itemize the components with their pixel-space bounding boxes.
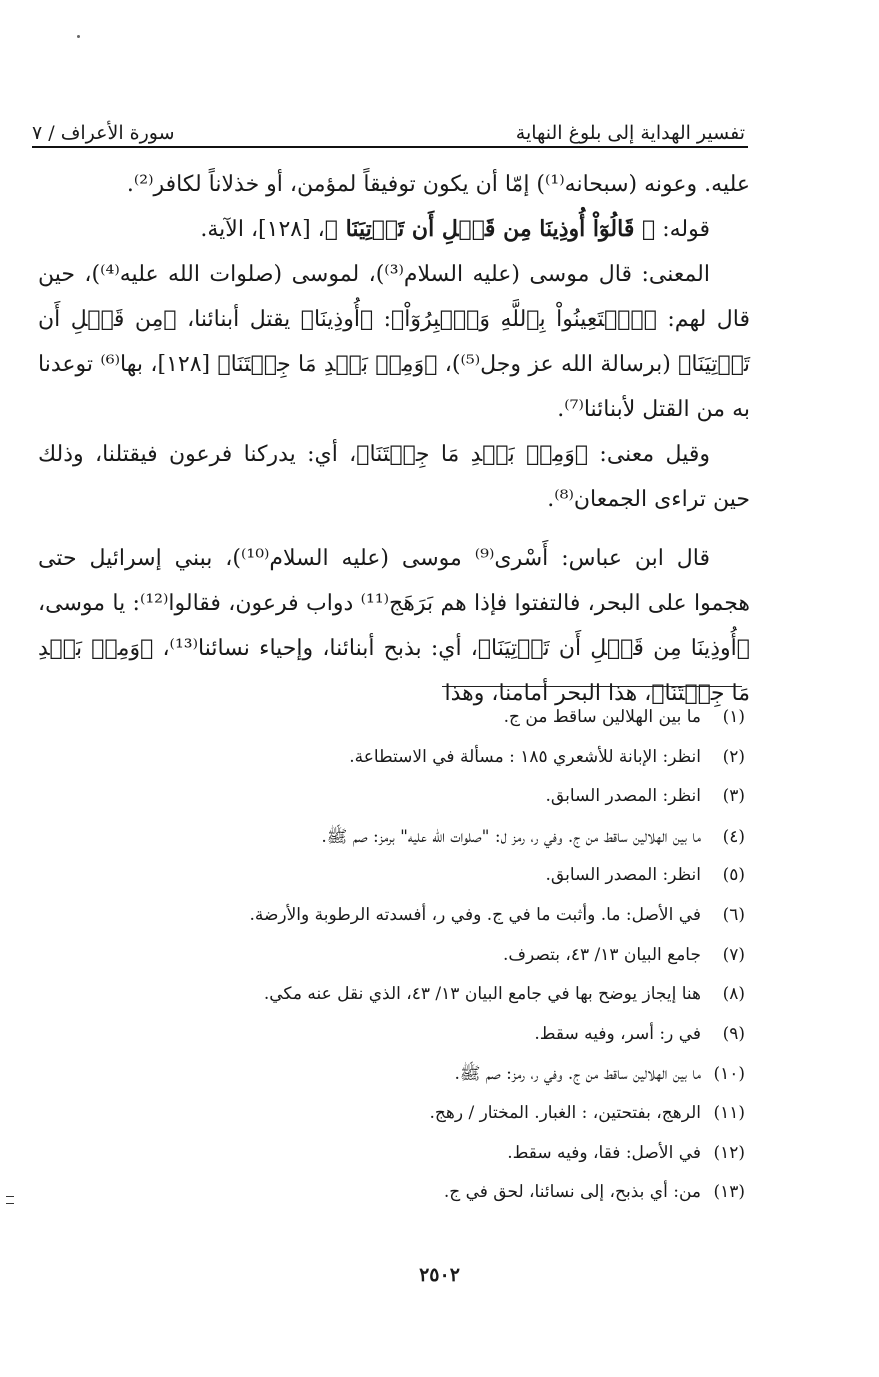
footnote-separator xyxy=(442,686,742,687)
speck-mark xyxy=(77,35,80,38)
footnote-number: (٤) xyxy=(722,826,745,847)
main-text xyxy=(38,162,750,716)
footnote-text: جامع البيان ١٣/ ٤٣، بتصرف. xyxy=(502,944,701,965)
book-title: تفسير الهداية إلى بلوغ النهاية xyxy=(515,122,745,144)
paragraph-5: قال ابن عباس: أَسْرى⁽⁹⁾ موسى (عليه السلام⁽¹⁰⁾)، ببني إسرائيل حتى هجموا على البحر، فالتفتوا فإذا هم بَرَهَج⁽¹¹⁾ دواب فرعون، فقالوا⁽¹²⁾: يا موسى، ﴿أُوذِينَا مِن قَبۡلِ أَن تَأۡتِيَنَا﴾، أي: بذبح أبنائنا، وإحياء نسائنا⁽¹³⁾، ﴿وَمِنۢ بَعۡدِ مَا جِئۡتَنَا﴾، هذا البحر أمامنا، وهذا xyxy=(38,546,750,706)
footnote-number: (١٣) xyxy=(713,1182,745,1203)
footnote-item xyxy=(125,905,745,945)
paragraph-2-intro: قوله: xyxy=(655,217,710,242)
paragraph-2-ref: ، [١٢٨]، الآية. xyxy=(200,217,325,242)
paragraph-3: المعنى: قال موسى (عليه السلام⁽³⁾)، لموسى (صلوات الله عليه⁽⁴⁾)، حين قال لهم: ﴿ٱسۡتَعِينُواْ بِٱللَّهِ وَٱصۡبِرُوٓاْ﴾: ﴿أُوذِينَا﴾ يقتل أبنائنا، ﴿مِن قَبۡلِ أَن تَأۡتِيَنَا﴾ (برسالة الله عز وجل⁽⁵⁾)، ﴿وَمِنۢ بَعۡدِ مَا جِئۡتَنَا﴾ [١٢٨]، بها⁽⁶⁾ توعدنا به من القتل لأبنائنا⁽⁷⁾. xyxy=(38,262,751,422)
footnote-number: (١٠) xyxy=(713,1064,745,1085)
footnote-item xyxy=(125,1063,745,1103)
footnote-text: هنا إيجاز يوضح بها في جامع البيان ١٣/ ٤٣، الذي نقل عنه مكي. xyxy=(263,984,701,1005)
footnote-text: انظر: الإبانة للأشعري ١٨٥ : مسألة في الاستطاعة. xyxy=(349,746,701,767)
footnote-number: (٨) xyxy=(722,984,745,1005)
footnote-item xyxy=(125,984,745,1024)
footnote-number: (١) xyxy=(722,707,745,727)
footnote-number: (٧) xyxy=(722,944,745,965)
surah-label: سورة الأعراف / ٧ xyxy=(32,122,175,144)
footnote-text: ما بين الهلالين ساقط من ج. وفي ر، رمز: صم ﷺ. xyxy=(454,1064,701,1085)
running-header xyxy=(32,108,745,144)
footnote-text: ما بين الهلالين ساقط من ج. xyxy=(503,707,701,727)
footnote-item xyxy=(125,747,745,787)
paragraph-2 xyxy=(38,207,750,252)
footnote-item xyxy=(125,826,745,866)
footnote-number: (٣) xyxy=(722,786,745,807)
quran-verse: ﴿ قَالُوٓاْ أُوذِينَا مِن قَبۡلِ أَن تَأۡتِيَنَا ﴾ xyxy=(324,216,656,242)
footnote-text: من: أي بذبح، إلى نسائنا، لحق في ج. xyxy=(443,1182,701,1203)
footnote-number: (١١) xyxy=(713,1102,745,1123)
footnote-text: انظر: المصدر السابق. xyxy=(545,786,701,807)
footnote-number: (٢) xyxy=(722,746,745,767)
edge-mark xyxy=(6,1196,14,1204)
footnote-text: في ر: أسر، وفيه سقط. xyxy=(534,1023,701,1044)
footnote-item xyxy=(125,865,745,905)
footnote-item xyxy=(125,1103,745,1143)
footnotes-list xyxy=(125,707,745,1222)
footnote-item xyxy=(125,945,745,985)
footnote-item xyxy=(125,786,745,826)
footnote-number: (٥) xyxy=(722,865,745,886)
footnote-text: الرهج، بفتحتين، : الغبار. المختار / رهج. xyxy=(429,1102,701,1123)
footnote-item xyxy=(125,1024,745,1064)
footnote-item xyxy=(125,1143,745,1183)
header-rule xyxy=(32,146,748,148)
footnote-item xyxy=(125,1182,745,1222)
paragraph-1: عليه. وعونه (سبحانه⁽¹⁾) إمّا أن يكون توفيقاً لمؤمن، أو خذلاناً لكافر⁽²⁾. xyxy=(126,172,750,197)
paragraph-4: وقيل معنى: ﴿وَمِنۢ بَعۡدِ مَا جِئۡتَنَا﴾، أي: يدركنا فرعون فيقتلنا، وذلك حين تراءى الجمعان⁽⁸⁾. xyxy=(38,442,750,512)
footnote-text: في الأصل: ما. وأثبت ما في ج. وفي ر، أفسدته الرطوبة والأرضة. xyxy=(249,904,701,925)
footnote-number: (١٢) xyxy=(713,1142,745,1163)
footnote-text: في الأصل: فقا، وفيه سقط. xyxy=(507,1142,701,1163)
footnote-item xyxy=(125,707,745,747)
footnote-text: انظر: المصدر السابق. xyxy=(545,865,701,886)
footnote-number: (٩) xyxy=(722,1023,745,1044)
page-number: ٢٥٠٢ xyxy=(419,1264,460,1286)
footnote-text: ما بين الهلالين ساقط من ج. وفي ر، رمز ل: "صلوات الله عليه" برمز: صم ﷺ. xyxy=(321,826,701,847)
footnote-number: (٦) xyxy=(722,904,745,925)
